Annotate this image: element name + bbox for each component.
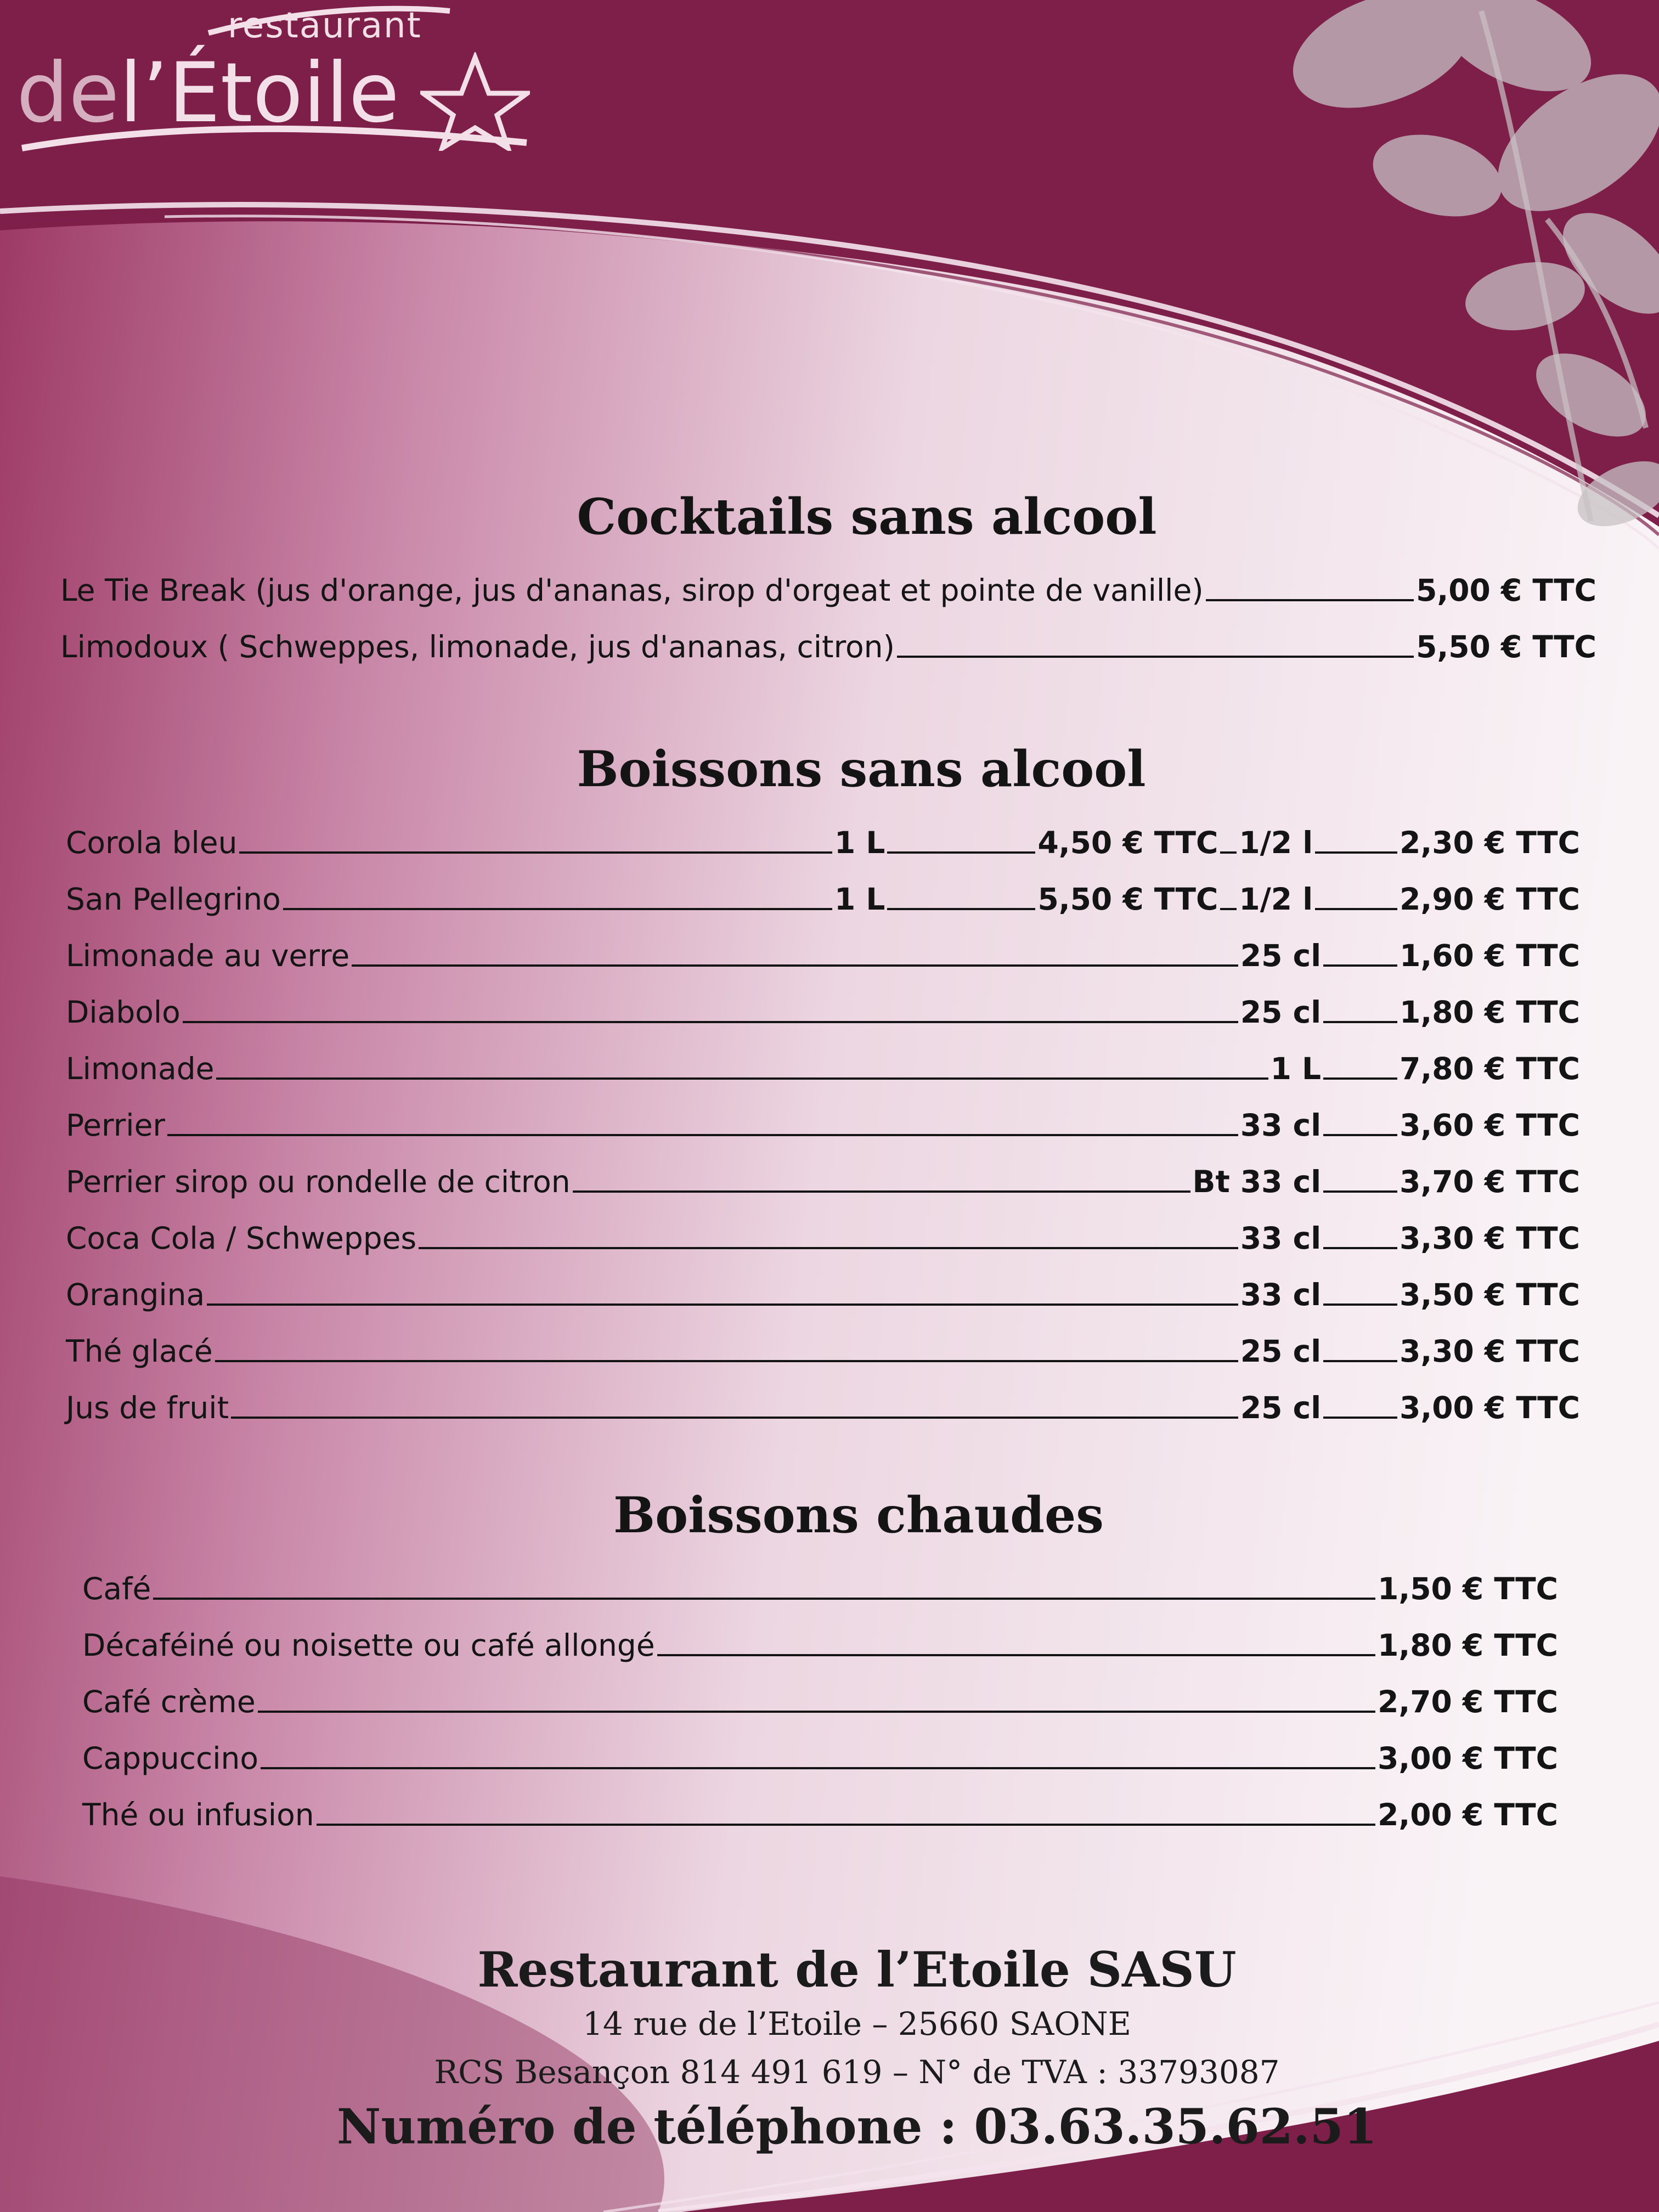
item-price: 3,00 € TTC	[1400, 1390, 1580, 1425]
leader-line	[1315, 851, 1397, 854]
item-name: Coca Cola / Schweppes	[66, 1221, 417, 1256]
leader-line	[1323, 1304, 1397, 1306]
leader-line	[1323, 1190, 1397, 1193]
section-title: Cocktails sans alcool	[577, 488, 1157, 546]
item-price: 3,50 € TTC	[1400, 1277, 1580, 1312]
item-price: 2,30 € TTC	[1400, 825, 1580, 860]
section-cocktails	[60, 483, 1596, 664]
footer	[0, 1939, 1659, 2157]
company-address: 14 rue de l’Etoile – 25660 SAONE	[582, 2005, 1132, 2042]
item-price: 3,60 € TTC	[1400, 1108, 1580, 1143]
leader-line	[887, 851, 1035, 854]
item-price: 3,70 € TTC	[1400, 1164, 1580, 1199]
item-volume: 33 cl	[1240, 1108, 1322, 1143]
item-price: 2,00 € TTC	[1378, 1797, 1558, 1832]
item-volume: 1 L	[834, 825, 885, 860]
menu-item	[60, 608, 1596, 664]
item-volume: 33 cl	[1240, 1221, 1322, 1256]
logo-etoile: l’Étoile	[119, 46, 399, 141]
item-price: 3,30 € TTC	[1400, 1334, 1580, 1369]
menu-item	[82, 1719, 1558, 1776]
item-price: 3,00 € TTC	[1378, 1741, 1558, 1776]
section-title: Boissons chaudes	[613, 1486, 1104, 1544]
logo-restaurant-word: restaurant	[228, 5, 422, 46]
menu-item	[66, 1030, 1580, 1086]
item-price: 3,30 € TTC	[1400, 1221, 1580, 1256]
item-name: Diabolo	[66, 995, 180, 1030]
leader-line	[216, 1077, 1268, 1080]
section-title: Boissons sans alcool	[577, 740, 1146, 798]
item-volume: 1 L	[834, 882, 885, 917]
item-volume: 25 cl	[1240, 938, 1322, 973]
leader-line	[1220, 908, 1237, 910]
menu-item	[82, 1776, 1558, 1832]
leader-line	[239, 851, 832, 854]
section-boissons-chaudes	[82, 1481, 1558, 1832]
item-name: Café	[82, 1571, 151, 1606]
phone-number: Numéro de téléphone : 03.63.35.62.51	[336, 2098, 1378, 2155]
item-price: 1,50 € TTC	[1378, 1571, 1558, 1606]
item-name: Limonade	[66, 1051, 215, 1086]
item-name: Perrier	[66, 1108, 166, 1143]
leader-line	[207, 1304, 1238, 1306]
logo-name	[16, 46, 530, 151]
leader-line	[317, 1824, 1375, 1826]
leader-line	[153, 1598, 1375, 1600]
item-name: Orangina	[66, 1277, 205, 1312]
item-volume: 1/2 l	[1239, 825, 1313, 860]
menu-item	[66, 1256, 1580, 1312]
item-price: 5,50 € TTC	[1416, 629, 1596, 664]
item-name: Corola bleu	[66, 825, 238, 860]
menu-item	[66, 1312, 1580, 1369]
leader-line	[261, 1767, 1375, 1769]
menu-item	[66, 1143, 1580, 1199]
leader-line	[1206, 599, 1414, 601]
item-name: Cappuccino	[82, 1741, 259, 1776]
item-volume: Bt 33 cl	[1192, 1164, 1322, 1199]
leader-line	[1323, 1247, 1397, 1249]
item-price: 1,80 € TTC	[1378, 1628, 1558, 1663]
item-price: 4,50 € TTC	[1037, 825, 1218, 860]
company-registration: RCS Besançon 814 491 619 – N° de TVA : 33793087	[434, 2053, 1280, 2091]
item-price: 2,90 € TTC	[1400, 882, 1580, 917]
leader-line	[183, 1021, 1238, 1023]
menu-item	[66, 860, 1580, 917]
leader-line	[887, 908, 1035, 910]
item-name: Décaféiné ou noisette ou café allongé	[82, 1628, 655, 1663]
leader-line	[1315, 908, 1397, 910]
item-price: 2,70 € TTC	[1378, 1684, 1558, 1719]
menu-item	[82, 1606, 1558, 1663]
item-name: Thé glacé	[66, 1334, 213, 1369]
menu-item	[66, 1369, 1580, 1425]
leader-line	[1323, 1021, 1397, 1023]
item-volume: 25 cl	[1240, 995, 1322, 1030]
star-icon	[420, 52, 530, 151]
logo-de: de	[16, 46, 120, 141]
item-price: 1,80 € TTC	[1400, 995, 1580, 1030]
restaurant-logo	[11, 5, 538, 165]
leader-line	[573, 1190, 1190, 1193]
item-price: 5,00 € TTC	[1416, 573, 1596, 608]
item-name: Limonade au verre	[66, 938, 350, 973]
leader-line	[231, 1417, 1238, 1419]
leader-line	[258, 1711, 1375, 1713]
item-name: Jus de fruit	[66, 1390, 229, 1425]
menu-item	[66, 917, 1580, 973]
item-name: Café crème	[82, 1684, 256, 1719]
leader-line	[657, 1654, 1375, 1656]
company-name: Restaurant de l’Etoile SASU	[477, 1941, 1237, 1998]
menu-item	[82, 1663, 1558, 1719]
item-volume: 25 cl	[1240, 1334, 1322, 1369]
menu-item	[66, 1199, 1580, 1256]
leader-line	[897, 656, 1414, 658]
item-volume: 1/2 l	[1239, 882, 1313, 917]
section-boissons-sans-alcool	[66, 735, 1580, 1425]
item-name: Perrier sirop ou rondelle de citron	[66, 1164, 571, 1199]
leader-line	[352, 964, 1238, 967]
menu-item	[82, 1550, 1558, 1606]
item-price: 5,50 € TTC	[1037, 882, 1218, 917]
leader-line	[1323, 1360, 1397, 1362]
leader-line	[1220, 851, 1237, 854]
leader-line	[1323, 1134, 1397, 1136]
item-volume: 33 cl	[1240, 1277, 1322, 1312]
item-price: 7,80 € TTC	[1400, 1051, 1580, 1086]
leader-line	[1323, 1077, 1397, 1080]
menu-item	[66, 1086, 1580, 1143]
menu-item	[60, 551, 1596, 608]
leader-line	[167, 1134, 1238, 1136]
item-name: Limodoux ( Schweppes, limonade, jus d'ananas, citron)	[60, 629, 895, 664]
item-price: 1,60 € TTC	[1400, 938, 1580, 973]
item-name: Thé ou infusion	[82, 1797, 314, 1832]
item-volume: 1 L	[1270, 1051, 1322, 1086]
item-name: San Pellegrino	[66, 882, 281, 917]
leader-line	[215, 1360, 1238, 1362]
item-name: Le Tie Break (jus d'orange, jus d'ananas, sirop d'orgeat et pointe de vanille)	[60, 573, 1204, 608]
leader-line	[283, 908, 832, 910]
leader-line	[1323, 964, 1397, 967]
menu-item	[66, 804, 1580, 860]
item-volume: 25 cl	[1240, 1390, 1322, 1425]
leader-line	[1323, 1417, 1397, 1419]
menu-item	[66, 973, 1580, 1030]
leader-line	[419, 1247, 1238, 1249]
